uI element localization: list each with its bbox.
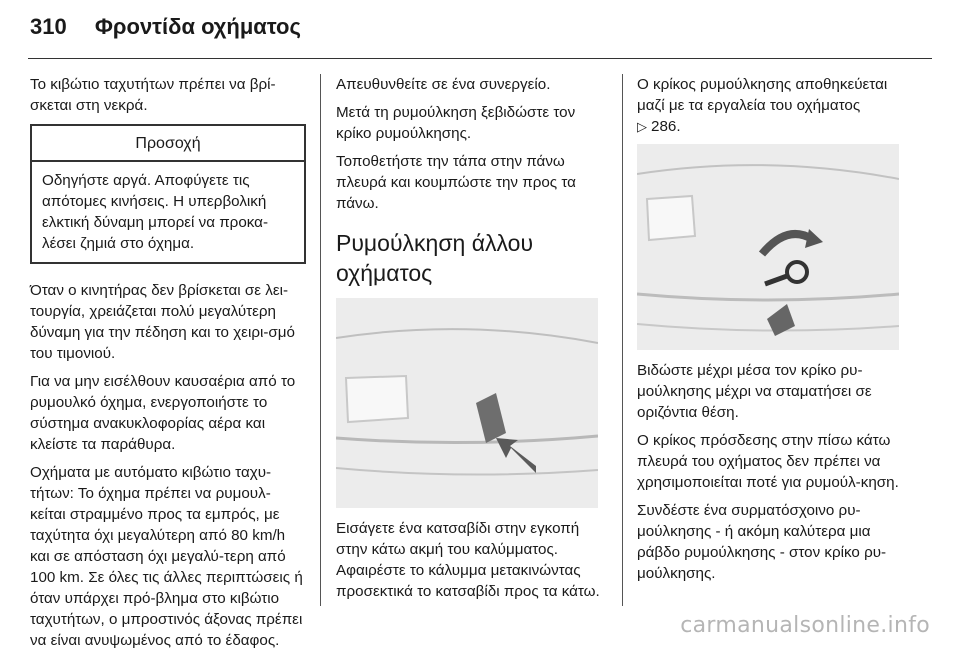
chapter-title: Φροντίδα οχήματος: [94, 14, 301, 39]
paragraph: Για να μην εισέλθουν καυσαέρια από το ρυμουλκό όχημα, ενεργοποιήστε το σύστημα ανακυκλοφορίας αέρα και κλείστε τα παράθυρα.: [30, 373, 296, 453]
column-left: [30, 74, 306, 658]
caution-text: Οδηγήστε αργά. Αποφύγετε τις απότομες κινήσεις. Η υπερβολική ελκτική δύναμη μπορεί να προκα-λέσει ζημιά στο όχημα.: [42, 172, 269, 252]
header-divider: [28, 58, 932, 59]
caution-box: [30, 124, 306, 264]
paragraph: Συνδέστε ένα συρματόσχοινο ρυ-μούλκησης - ή ακόμη καλύτερα μια ράβδο ρυμούλκησης - στον κρίκο ρυ-μούλκησης.: [637, 502, 887, 582]
column-divider: [622, 74, 623, 606]
column-right: [637, 74, 907, 591]
paragraph: Το κιβώτιο ταχυτήτων πρέπει να βρί-σκεται στη νεκρά.: [30, 76, 276, 114]
column-middle: [336, 74, 606, 609]
caution-title: Προσοχή: [32, 126, 304, 162]
paragraph: Μετά τη ρυμούλκηση ξεβιδώστε τον κρίκο ρυμούλκησης.: [336, 104, 576, 142]
paragraph: [637, 74, 907, 137]
paragraph: Ο κρίκος πρόσδεσης στην πίσω κάτω πλευρά του οχήματος δεν πρέπει να χρησιμοποιείται ποτέ για ρυμούλ-κηση.: [637, 432, 899, 491]
paragraph: Τοποθετήστε την τάπα στην πάνω πλευρά και κουμπώστε την προς τα πάνω.: [336, 153, 576, 212]
watermark: carmanualsonline.info: [680, 613, 930, 638]
page-reference-icon: ▷: [637, 119, 647, 134]
tow-eye-illustration: [637, 144, 899, 350]
paragraph: Όταν ο κινητήρας δεν βρίσκεται σε λει-τουργία, χρειάζεται πολύ μεγαλύτερη δύναμη για την πέδηση και το χειρι-σμό του τιμονιού.: [30, 282, 295, 362]
page-header: [30, 14, 301, 40]
section-title: Ρυμούλκηση άλλου οχήματος: [336, 230, 534, 286]
bumper-cover-illustration: [336, 298, 598, 508]
column-divider: [320, 74, 321, 606]
paragraph: Εισάγετε ένα κατσαβίδι στην εγκοπή στην κάτω ακμή του καλύμματος. Αφαιρέστε το κάλυμμα μετακινώντας προσεκτικά το κατσαβίδι προς τα κάτω.: [336, 520, 600, 600]
page-number: 310: [30, 14, 67, 39]
paragraph-text: Ο κρίκος ρυμούλκησης αποθηκεύεται μαζί με τα εργαλεία του οχήματος: [637, 76, 888, 114]
paragraph: Οχήματα με αυτόματο κιβώτιο ταχυ-τήτων: Το όχημα πρέπει να ρυμουλ-κείται στραμμένο προς τα εμπρός, με ταχύτητα όχι μεγαλύτερη από 80 km/h και σε απόσταση όχι μεγαλύ-τερη από 100 km. Σε όλες τις άλλες περιπτώσεις ή όταν υπάρχει πρό-βλημα στο κιβώτιο ταχυτήτων, ο μπροστινός άξονας πρέπει να είναι ανυψωμένος από το έδαφος.: [30, 464, 303, 649]
page-reference[interactable]: 286.: [651, 118, 681, 135]
bumper-cover-drawing: [336, 298, 598, 508]
paragraph: Βιδώστε μέχρι μέσα τον κρίκο ρυ-μούλκησης μέχρι να σταματήσει σε οριζόντια θέση.: [637, 362, 872, 421]
tow-eye-drawing: [637, 144, 899, 350]
paragraph: Απευθυνθείτε σε ένα συνεργείο.: [336, 76, 551, 93]
